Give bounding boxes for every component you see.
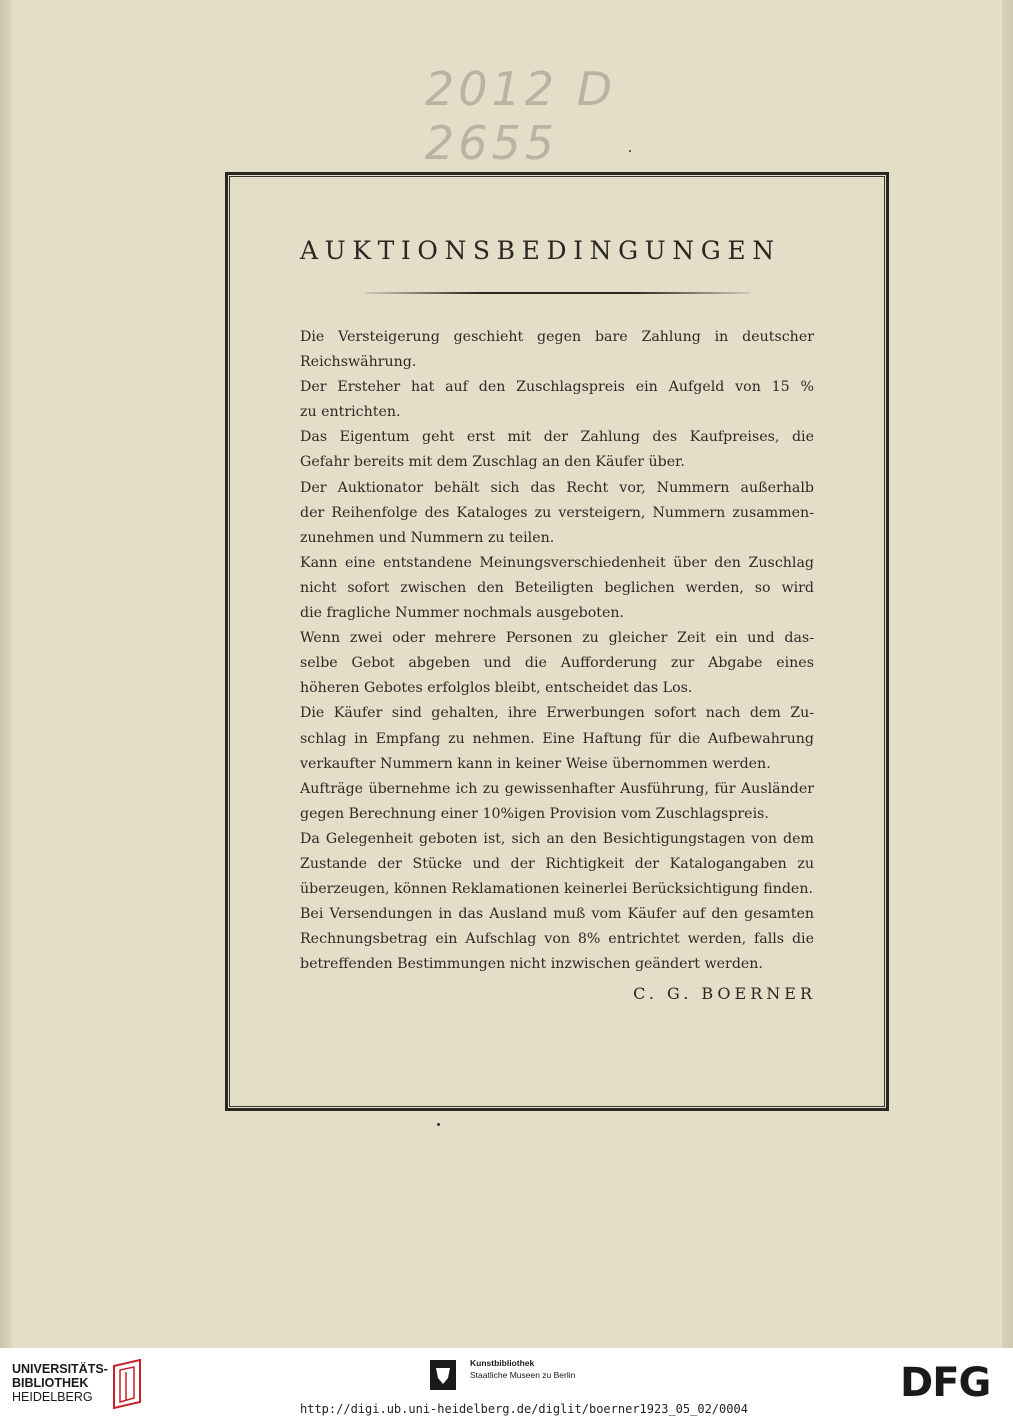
title-rule	[365, 292, 750, 294]
text-line: gegen Berechnung einer 10%igen Provision vom Zuschlagspreis.	[300, 805, 769, 822]
text-line: selbe Gebot abgeben und die Aufforderung zur Abgabe eines	[300, 655, 814, 672]
pencil-shelfmark: 2012 D 2655	[425, 62, 617, 170]
text-line: Kann eine entstandene Meinungsverschiedenheit über den Zuschlag	[300, 554, 814, 571]
speck	[437, 1123, 440, 1126]
text-line: Der Ersteher hat auf den Zuschlagspreis ein Aufgeld von 15 %	[300, 379, 814, 396]
permalink-url[interactable]: http://digi.ub.uni-heidelberg.de/diglit/boerner1923_05_02/0004	[300, 1402, 748, 1416]
ub-mark-icon	[104, 1358, 152, 1410]
text-line: schlag in Empfang zu nehmen. Eine Haftung für die Aufbewahrung	[300, 730, 814, 747]
kb-name: Kunstbibliothek	[470, 1358, 535, 1368]
text-line: Die Käufer sind gehalten, ihre Erwerbungen sofort nach dem Zu-	[300, 705, 814, 722]
text-line: nicht sofort zwischen den Beteiligten beglichen werden, so wird	[300, 579, 814, 596]
kunstbibliothek-logo[interactable]	[430, 1358, 610, 1394]
text-line: zunehmen und Nummern zu teilen.	[300, 529, 555, 546]
text-line: Aufträge übernehme ich zu gewissenhafter Ausführung, für Ausländer	[300, 780, 814, 797]
conditions-text	[300, 325, 814, 977]
text-line: Da Gelegenheit geboten ist, sich an den Besichtigungstagen von dem	[300, 830, 814, 847]
text-line: Die Versteigerung geschieht gegen bare Zahlung in deutscher	[300, 329, 814, 345]
signature: C. G. BOERNER	[633, 984, 816, 1003]
ub-line3: HEIDELBERG	[12, 1390, 93, 1404]
text-line: überzeugen, können Reklamationen keinerlei Berücksichtigung finden.	[300, 881, 813, 898]
text-line: Rechnungsbetrag ein Aufschlag von 8% entrichtet werden, falls die	[300, 931, 814, 948]
text-line: Reichswährung.	[300, 354, 417, 371]
dfg-logo[interactable]: DFG	[900, 1360, 991, 1406]
text-line: Wenn zwei oder mehrere Personen zu gleicher Zeit ein und das-	[300, 630, 814, 647]
page-right-edge	[1002, 0, 1013, 1348]
text-line: betreffenden Bestimmungen nicht inzwischen geändert werden.	[300, 956, 763, 973]
kb-subtitle: Staatliche Museen zu Berlin	[470, 1370, 576, 1380]
text-line: Zustande der Stücke und der Richtigkeit der Katalogangaben zu	[300, 855, 814, 872]
ub-line2: BIBLIOTHEK	[12, 1376, 89, 1390]
text-line: zu entrichten.	[300, 404, 401, 421]
ub-logo-text	[12, 1362, 108, 1404]
text-line: Bei Versendungen in das Ausland muß vom Käufer auf den gesamten	[300, 906, 814, 923]
ub-line1: UNIVERSITÄTS-	[12, 1362, 108, 1376]
text-line: die fragliche Nummer nochmals ausgeboten.	[300, 605, 625, 622]
text-line: der Reihenfolge des Kataloges zu versteigern, Nummern zusammen-	[300, 504, 814, 521]
text-line: Gefahr bereits mit dem Zuschlag an den Käufer über.	[300, 454, 685, 471]
eagle-icon	[430, 1360, 456, 1390]
text-line: höheren Gebotes erfolglos bleibt, entscheidet das Los.	[300, 680, 693, 697]
speck	[629, 150, 631, 152]
document-title: AUKTIONSBEDINGUNGEN	[300, 236, 781, 265]
text-line: Der Auktionator behält sich das Recht vor, Nummern außerhalb	[300, 479, 814, 496]
text-line: Das Eigentum geht erst mit der Zahlung des Kaufpreises, die	[300, 429, 814, 446]
ub-heidelberg-logo[interactable]	[12, 1362, 152, 1410]
page-left-edge	[0, 0, 12, 1348]
text-line: verkaufter Nummern kann in keiner Weise übernommen werden.	[300, 755, 771, 772]
